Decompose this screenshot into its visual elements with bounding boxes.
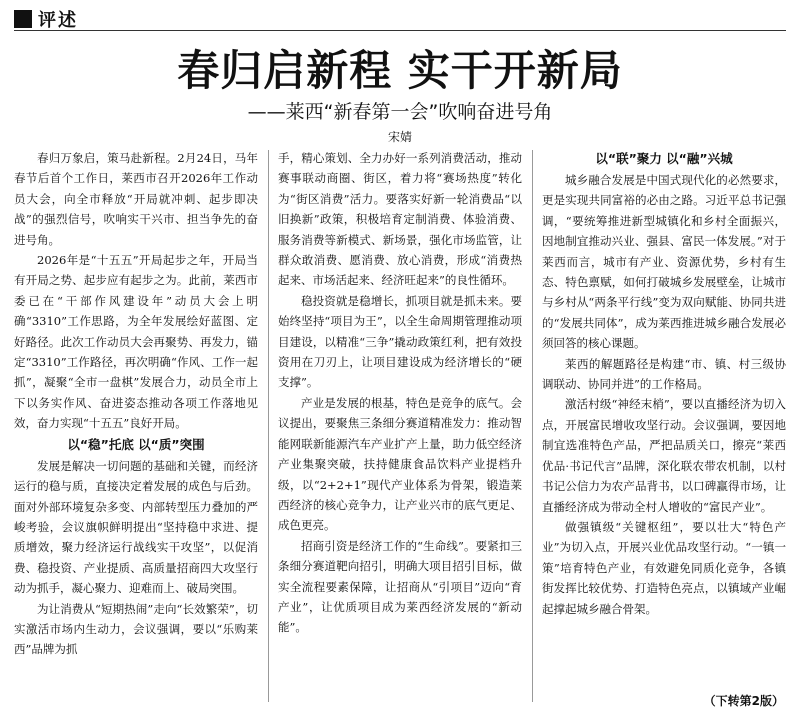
paragraph: 春归万象启，策马赴新程。2月24日，马年春节后首个工作日，莱西市召开2026年工作动员大会，向全市释放“开局就冲刺、起步即决战”的强烈信号，吹响实干兴市、担当争先的奋进号角。: [14, 151, 258, 247]
article-column-2: [278, 148, 522, 704]
paragraph: 做强镇级“关键枢纽”，要以壮大“特色产业”为切入点，开展兴业优品攻坚行动。“一镇一策”培育特色产业，有效避免同质化竞争，各镇街发挥比较优势、打造特色亮点，以镇域产业崛起撑起城乡融合骨架。: [542, 519, 786, 616]
paragraph: 招商引资是经济工作的“生命线”。要紧扣三条细分赛道靶向招引，明确大项目招引目标，做实全流程要素保障，让招商从“引项目”迈向“育产业”，让优质项目成为莱西经济发展的“新动能”。: [278, 538, 522, 635]
paragraph: 产业是发展的根基，特色是竞争的底气。会议提出，要聚焦三条细分赛道精准发力：推动智能网联新能源汽车产业扩产上量，助力低空经济产业集聚突破，扶持健康食品饮料产业提档升级，以“2+2+1”现代产业体系为骨架，锻造莱西经济的核心竞争力，让产业兴市的底气更足、成色更亮。: [278, 395, 522, 533]
paragraph: 激活村级“神经末梢”，要以直播经济为切入点，开展富民增收攻坚行动。会议强调，要因地制宜选准特色产品，严把品质关口，擦亮“莱西优品·书记代言”品牌，深化联农带农机制，以村书记公信力为农产品背书，以口碑赢得市场，让直播经济成为带动全村人增收的“富民产业”。: [542, 397, 786, 514]
continued-note: （下转第2版）: [700, 692, 784, 709]
section-label: 评述: [38, 10, 78, 31]
byline: 宋婧: [387, 130, 412, 144]
headline: 春归启新程 实干开新局: [177, 46, 623, 95]
paragraph: 城乡融合发展是中国式现代化的必然要求，更是实现共同富裕的必由之路。习近平总书记强调，“要统筹推进新型城镇化和乡村全面振兴，因地制宜推动兴业、强县、富民一体发展。”对于莱西而言，城市有产业、资源优势，乡村有生态、特色禀赋，如何打破城乡发展壁垒，让城市与乡村从“两条平行线”变为双向赋能、协同共进的“发展共同体”，成为莱西推进城乡融合发展必须回答的核心课题。: [542, 173, 786, 351]
section-header: [14, 6, 78, 32]
column-divider: [532, 150, 533, 702]
article-column-1: [14, 148, 258, 704]
header-rule: [14, 30, 786, 31]
subsection-heading: 以“稳”托底 以“质”突围: [67, 436, 205, 452]
paragraph: 莱西的解题路径是构建“市、镇、村三级协调联动、协同并进”的工作格局。: [542, 356, 786, 392]
section-marker-square: [14, 10, 32, 28]
paragraph: 手，精心策划、全力办好一系列消费活动，推动赛事联动商圈、街区，着力将“赛场热度”转化为“街区消费”活力。要落实好新一轮消费品“以旧换新”政策，积极培育定制消费、体验消费、服务消费等新模式、新场景，强化市场监管，让群众敢消费、愿消费、放心消费，形成“消费热起来、市场活起来、经济旺起来”的良性循环。: [278, 151, 522, 288]
subsection-heading: 以“联”聚力 以“融”兴城: [595, 151, 733, 166]
subheadline: ——莱西“新春第一会”吹响奋进号角: [247, 101, 553, 123]
paragraph: 稳投资就是稳增长，抓项目就是抓未来。要始终坚持“项目为王”，以全生命周期管理推动项目建设，以精准“三争”撬动政策红利，把有效投资用在刀刃上，让项目建设成为经济增长的“硬支撑”。: [278, 293, 522, 390]
paragraph: 为让消费从“短期热闹”走向“长效繁荣”，切实激活市场内生动力，会议强调，要以“乐购莱西”品牌为抓: [14, 601, 258, 657]
paragraph: 发展是解决一切问题的基础和关键，而经济运行的稳与质，直接决定着发展的成色与后劲。面对外部环境复杂多变、内部转型压力叠加的严峻考验，会议旗帜鲜明提出“坚持稳中求进、提质增效，聚力经济运行战线实干攻坚”，以促消费、稳投资、产业提质、高质量招商四大攻坚行动为抓手，凝心聚力、迎难而上、破局突围。: [14, 458, 258, 596]
article-column-3: [542, 148, 786, 704]
column-divider: [268, 150, 269, 702]
paragraph: 2026年是“十五五”开局起步之年，开局当有开局之势、起步应有起步之为。此前，莱西市委已在“干部作风建设年”动员大会上明确“3310”工作思路，为全年发展绘好蓝图、定好路径。此次工作动员大会再聚势、再发力，锚定“3310”工作路径，再次明确“作风、工作一起抓”，凝聚“全市一盘棋”发展合力，动员全市上下以务实作风、奋进姿态推动各项工作落地见效，奋力实现“十五五”良好开局。: [14, 253, 258, 431]
